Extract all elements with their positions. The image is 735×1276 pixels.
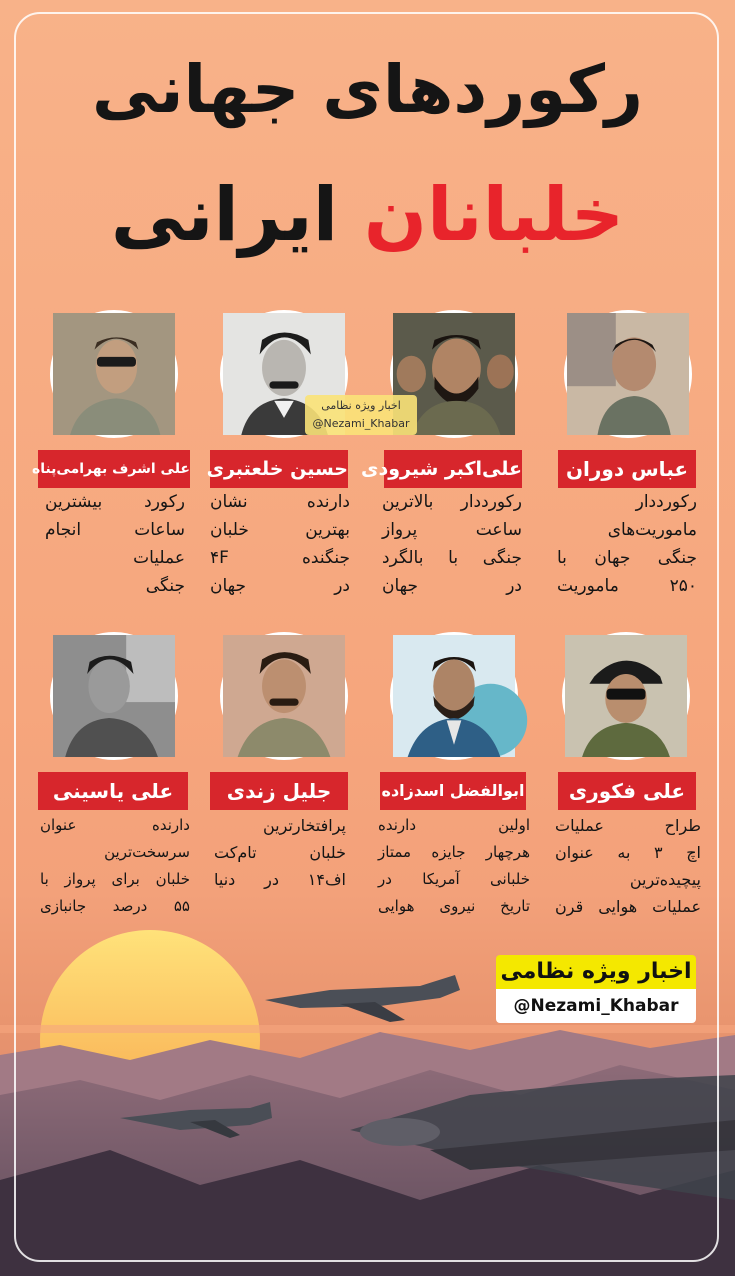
pilot-photo-5: [562, 632, 690, 760]
desc-line: رکورد بیشترین: [45, 492, 185, 512]
pilot-name-5: علی فکوری: [558, 772, 696, 810]
pilot-desc-7: [214, 812, 346, 893]
desc-line: ۲۵۰ ماموریت: [557, 576, 697, 596]
brand-name: اخبار ویژه نظامی: [496, 955, 696, 989]
desc-line: اولین دارنده: [378, 816, 530, 834]
desc-line: ساعات انجام: [45, 520, 185, 540]
desc-line: عملیات هوایی قرن: [555, 897, 701, 916]
brand-logo-box: [496, 955, 696, 1027]
pilot-desc-5: [555, 812, 701, 920]
pilot-desc-1: [557, 488, 697, 600]
pilot-name-2: علی‌اکبر شیرودی: [384, 450, 522, 488]
desc-line: ۵۵ درصد جانبازی: [40, 897, 190, 915]
pilot-name-7: جلیل زندی: [210, 772, 348, 810]
headline-line2: [0, 160, 735, 270]
headline-line1: رکوردهای جهانی: [91, 51, 644, 128]
desc-line: رکورددار: [635, 492, 697, 512]
desc-line: اچ ۳ به عنوان: [555, 843, 701, 862]
desc-line: رکورددار بالاترین: [382, 492, 522, 512]
pilot-desc-8: [40, 812, 190, 920]
desc-line: سرسخت‌ترین: [104, 843, 190, 861]
pilot-photo-8: [50, 632, 178, 760]
desc-line: دارنده عنوان: [40, 816, 190, 834]
desc-line: جنگنده ۴F: [210, 548, 350, 568]
desc-line: پیچیده‌ترین: [629, 870, 701, 889]
pilot-name-1: عباس دوران: [558, 450, 696, 488]
desc-line: بهترین خلبان: [210, 520, 350, 540]
photo-watermark: [305, 395, 417, 435]
pilot-desc-4: [45, 488, 185, 600]
desc-line: جنگی: [145, 576, 185, 596]
desc-line: خلبانی آمریکا در: [378, 870, 530, 888]
desc-line: جنگی جهان با: [557, 548, 697, 568]
desc-line: پرافتخارترین: [262, 816, 346, 835]
pilot-name-6: ابوالفضل اسدزاده: [380, 772, 526, 810]
desc-line: در جهان: [382, 576, 522, 596]
watermark-title: اخبار ویژه نظامی: [321, 399, 401, 412]
pilot-desc-2: [382, 488, 522, 600]
headline-red-word: خلبانان: [363, 172, 625, 258]
pilot-name-8: علی یاسینی: [38, 772, 188, 810]
pilot-desc-6: [378, 812, 530, 920]
desc-line: هرچهار جایزه ممتاز: [378, 843, 530, 861]
headline-black-word: ایرانی: [110, 172, 339, 258]
desc-line: خلبان برای پرواز با: [40, 870, 190, 888]
desc-line: ساعت پرواز: [382, 520, 522, 540]
pilot-name-3: حسین خلعتبری: [210, 450, 348, 488]
pilot-photo-7: [220, 632, 348, 760]
pilot-photo-6: [390, 632, 518, 760]
pilot-photo-1: [564, 310, 692, 438]
desc-line: خلبان تام‌کت: [214, 843, 346, 862]
pilot-photo-4: [50, 310, 178, 438]
desc-line: طراح عملیات: [555, 816, 701, 835]
pilot-desc-3: [210, 488, 350, 600]
desc-line: جنگی با بالگرد: [382, 548, 522, 568]
desc-line: ماموریت‌های: [607, 520, 697, 540]
desc-line: عملیات: [133, 548, 185, 568]
desc-line: تاریخ نیروی هوایی: [378, 897, 530, 915]
desc-line: اف۱۴ در دنیا: [214, 870, 346, 889]
desc-line: در جهان: [210, 576, 350, 596]
brand-handle: @Nezami_Khabar: [496, 989, 696, 1023]
watermark-handle: @Nezami_Khabar: [312, 417, 410, 430]
desc-line: دارنده نشان: [210, 492, 350, 512]
pilot-name-4: علی اشرف بهرامی‌پناه: [38, 450, 190, 488]
